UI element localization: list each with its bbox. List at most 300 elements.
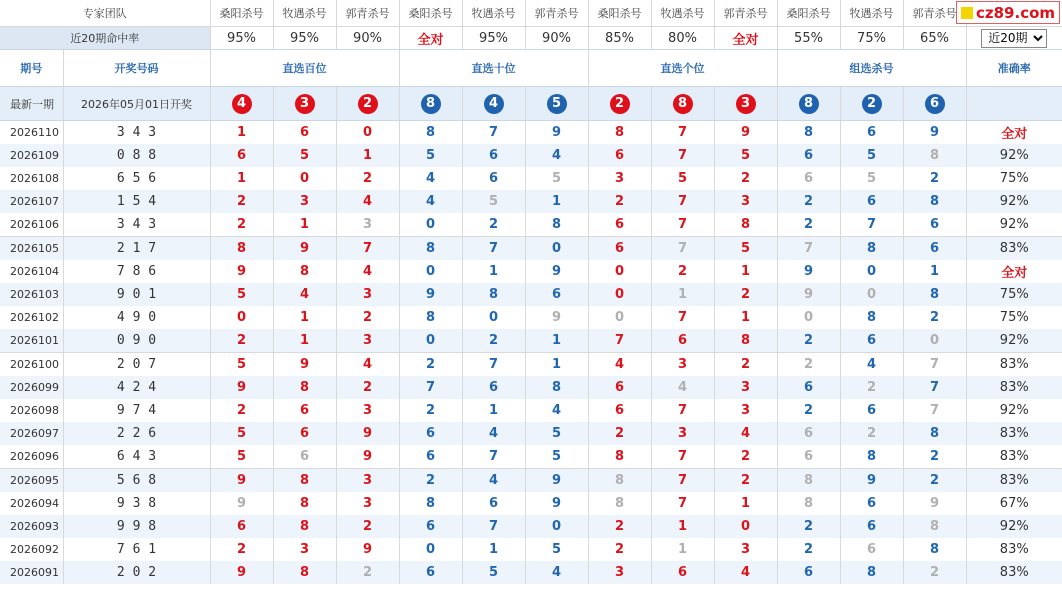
kill-number: 8 bbox=[588, 469, 651, 493]
kill-number: 0 bbox=[714, 515, 777, 538]
table-row bbox=[0, 469, 1062, 493]
kill-number: 1 bbox=[651, 515, 714, 538]
kill-number: 0 bbox=[525, 515, 588, 538]
kill-number: 9 bbox=[210, 376, 273, 399]
kill-number: 9 bbox=[399, 283, 462, 306]
kill-number: 7 bbox=[651, 190, 714, 213]
table-row bbox=[0, 376, 1062, 399]
prediction-ball: 2 bbox=[862, 94, 882, 114]
prediction-ball: 8 bbox=[673, 94, 693, 114]
accuracy-value: 75% bbox=[999, 310, 1029, 325]
kill-number: 9 bbox=[714, 121, 777, 145]
kill-number: 9 bbox=[525, 492, 588, 515]
period-number: 2026093 bbox=[0, 515, 63, 538]
kill-number: 1 bbox=[525, 190, 588, 213]
table-row bbox=[0, 283, 1062, 306]
period-number: 2026110 bbox=[0, 121, 63, 145]
kill-number: 1 bbox=[336, 144, 399, 167]
kill-number: 6 bbox=[840, 399, 903, 422]
kill-number: 6 bbox=[462, 144, 525, 167]
kill-number: 2 bbox=[336, 376, 399, 399]
kill-number: 9 bbox=[273, 237, 336, 261]
kill-number: 8 bbox=[399, 237, 462, 261]
table-row bbox=[0, 561, 1062, 584]
kill-number: 3 bbox=[336, 469, 399, 493]
draw-number: 6 5 6 bbox=[63, 167, 210, 190]
kill-number: 4 bbox=[399, 167, 462, 190]
expert-name: 郭青杀号 bbox=[903, 0, 966, 27]
accuracy-value: 83% bbox=[966, 237, 1062, 261]
kill-number: 6 bbox=[273, 445, 336, 469]
kill-number: 2 bbox=[777, 190, 840, 213]
kill-number: 6 bbox=[777, 422, 840, 445]
kill-number: 2 bbox=[336, 306, 399, 329]
expert-name: 郭青杀号 bbox=[336, 0, 399, 27]
kill-number: 2 bbox=[210, 190, 273, 213]
kill-number: 8 bbox=[777, 469, 840, 493]
kill-number: 1 bbox=[714, 260, 777, 283]
accuracy-value: 92% bbox=[966, 190, 1062, 213]
period-number: 2026099 bbox=[0, 376, 63, 399]
kill-number: 3 bbox=[714, 399, 777, 422]
kill-number: 2 bbox=[588, 190, 651, 213]
draw-number: 9 7 4 bbox=[63, 399, 210, 422]
kill-number: 7 bbox=[651, 445, 714, 469]
kill-number: 7 bbox=[462, 445, 525, 469]
kill-number: 6 bbox=[651, 329, 714, 353]
kill-number: 8 bbox=[588, 492, 651, 515]
kill-number: 9 bbox=[840, 469, 903, 493]
expert-name: 桑阳杀号 bbox=[777, 0, 840, 27]
period-number: 2026092 bbox=[0, 538, 63, 561]
accuracy-value: 92% bbox=[966, 329, 1062, 353]
prediction-ball: 4 bbox=[484, 94, 504, 114]
accuracy-value: 67% bbox=[999, 496, 1029, 511]
table-row bbox=[0, 306, 1062, 329]
table-row bbox=[0, 515, 1062, 538]
kill-number: 6 bbox=[777, 561, 840, 584]
prediction-ball: 5 bbox=[547, 94, 567, 114]
kill-number: 2 bbox=[777, 329, 840, 353]
kill-number: 6 bbox=[399, 515, 462, 538]
kill-number: 9 bbox=[525, 260, 588, 283]
kill-number: 2 bbox=[714, 469, 777, 493]
kill-number: 6 bbox=[399, 445, 462, 469]
expert-name: 桑阳杀号 bbox=[588, 0, 651, 27]
kill-number: 3 bbox=[273, 538, 336, 561]
kill-number: 8 bbox=[777, 492, 840, 515]
latest-ball-cell bbox=[903, 87, 966, 121]
latest-ball-cell bbox=[777, 87, 840, 121]
kill-number: 4 bbox=[840, 353, 903, 377]
kill-number: 5 bbox=[210, 353, 273, 377]
kill-number: 8 bbox=[525, 213, 588, 237]
accuracy-value: 75% bbox=[999, 171, 1029, 186]
draw-number: 3 4 3 bbox=[63, 213, 210, 237]
kill-number: 2 bbox=[462, 213, 525, 237]
table-row bbox=[0, 399, 1062, 422]
hit-rate-cell bbox=[210, 27, 273, 50]
kill-number: 8 bbox=[903, 538, 966, 561]
hit-rate-value: 75% bbox=[857, 30, 886, 46]
expert-name: 郭青杀号 bbox=[714, 0, 777, 27]
kill-number: 5 bbox=[714, 144, 777, 167]
kill-number: 8 bbox=[273, 492, 336, 515]
hit-rate-cell bbox=[777, 27, 840, 50]
hit-rate-cell bbox=[336, 27, 399, 50]
kill-number: 7 bbox=[651, 469, 714, 493]
kill-number: 6 bbox=[840, 329, 903, 353]
kill-number: 0 bbox=[273, 167, 336, 190]
kill-number: 2 bbox=[714, 167, 777, 190]
kill-number: 0 bbox=[840, 260, 903, 283]
kill-number: 3 bbox=[651, 422, 714, 445]
kill-number: 4 bbox=[714, 422, 777, 445]
kill-number: 0 bbox=[399, 213, 462, 237]
col-period: 期号 bbox=[0, 50, 63, 87]
logo-text: cz89.com bbox=[976, 3, 1056, 22]
kill-number: 6 bbox=[777, 376, 840, 399]
kill-number: 8 bbox=[903, 144, 966, 167]
draw-number: 2 0 2 bbox=[63, 561, 210, 584]
kill-number: 2 bbox=[399, 469, 462, 493]
kill-number: 0 bbox=[336, 121, 399, 145]
kill-number: 6 bbox=[462, 376, 525, 399]
hit-rate-cell bbox=[651, 27, 714, 50]
kill-number: 5 bbox=[840, 144, 903, 167]
table-row bbox=[0, 213, 1062, 237]
kill-number: 7 bbox=[651, 237, 714, 261]
kill-number: 4 bbox=[525, 561, 588, 584]
kill-number: 2 bbox=[903, 561, 966, 584]
accuracy-value: 92% bbox=[966, 515, 1062, 538]
expert-name: 郭青杀号 bbox=[525, 0, 588, 27]
kill-number: 6 bbox=[840, 492, 903, 515]
prediction-ball: 3 bbox=[736, 94, 756, 114]
draw-number: 4 2 4 bbox=[63, 376, 210, 399]
table-row bbox=[0, 445, 1062, 469]
kill-number: 5 bbox=[840, 167, 903, 190]
hit-rate-value: 85% bbox=[605, 30, 634, 46]
kill-number: 1 bbox=[525, 353, 588, 377]
kill-number: 5 bbox=[714, 237, 777, 261]
accuracy-value: 全对 bbox=[1001, 266, 1028, 281]
accuracy-value: 75% bbox=[966, 283, 1062, 306]
kill-number: 2 bbox=[210, 329, 273, 353]
accuracy-value: 83% bbox=[966, 422, 1062, 445]
kill-number: 7 bbox=[903, 353, 966, 377]
kill-number: 5 bbox=[525, 422, 588, 445]
kill-number: 2 bbox=[777, 353, 840, 377]
kill-number: 7 bbox=[651, 492, 714, 515]
accuracy-value: 83% bbox=[966, 469, 1062, 493]
period-number: 2026109 bbox=[0, 144, 63, 167]
kill-number: 2 bbox=[588, 515, 651, 538]
kill-number: 4 bbox=[336, 260, 399, 283]
kill-number: 3 bbox=[714, 376, 777, 399]
kill-number: 7 bbox=[462, 353, 525, 377]
kill-number: 2 bbox=[399, 353, 462, 377]
kill-number: 6 bbox=[777, 144, 840, 167]
kill-number: 8 bbox=[462, 283, 525, 306]
kill-number: 0 bbox=[777, 306, 840, 329]
kill-number: 6 bbox=[651, 561, 714, 584]
column-header-row bbox=[0, 50, 1062, 87]
kill-number: 8 bbox=[399, 492, 462, 515]
kill-number: 8 bbox=[714, 329, 777, 353]
draw-number: 2 0 7 bbox=[63, 353, 210, 377]
table-row bbox=[0, 353, 1062, 377]
kill-number: 2 bbox=[210, 213, 273, 237]
kill-number: 2 bbox=[777, 515, 840, 538]
kill-number: 2 bbox=[714, 353, 777, 377]
kill-number: 3 bbox=[336, 283, 399, 306]
period-number: 2026108 bbox=[0, 167, 63, 190]
prediction-ball: 6 bbox=[925, 94, 945, 114]
kill-number: 4 bbox=[336, 353, 399, 377]
kill-number: 1 bbox=[651, 538, 714, 561]
table-row bbox=[0, 144, 1062, 167]
kill-number: 6 bbox=[588, 376, 651, 399]
kill-number: 6 bbox=[273, 121, 336, 145]
expert-name: 牧遇杀号 bbox=[462, 0, 525, 27]
kill-number: 2 bbox=[462, 329, 525, 353]
accuracy-value: 92% bbox=[999, 403, 1029, 418]
kill-number: 4 bbox=[525, 399, 588, 422]
period-number: 2026105 bbox=[0, 237, 63, 261]
draw-number: 2 2 6 bbox=[63, 422, 210, 445]
col-group-tens: 直选十位 bbox=[399, 50, 588, 87]
period-number: 2026104 bbox=[0, 260, 63, 283]
kill-number: 0 bbox=[588, 306, 651, 329]
kill-number: 3 bbox=[714, 538, 777, 561]
kill-number: 7 bbox=[462, 237, 525, 261]
kill-number: 8 bbox=[273, 469, 336, 493]
latest-label: 最新一期 bbox=[0, 87, 63, 121]
kill-number: 5 bbox=[273, 144, 336, 167]
kill-number: 4 bbox=[336, 190, 399, 213]
col-group-combo: 组选杀号 bbox=[777, 50, 966, 87]
prediction-ball: 3 bbox=[295, 94, 315, 114]
kill-number: 8 bbox=[840, 237, 903, 261]
hit-rate-cell bbox=[588, 27, 651, 50]
prediction-ball: 2 bbox=[610, 94, 630, 114]
kill-number: 5 bbox=[462, 190, 525, 213]
kill-number: 2 bbox=[903, 445, 966, 469]
kill-number: 9 bbox=[525, 121, 588, 145]
kill-number: 8 bbox=[777, 121, 840, 145]
kill-number: 8 bbox=[840, 561, 903, 584]
kill-number: 9 bbox=[903, 492, 966, 515]
kill-number: 7 bbox=[336, 237, 399, 261]
kill-number: 6 bbox=[903, 237, 966, 261]
site-logo[interactable] bbox=[956, 1, 1060, 24]
kill-number: 8 bbox=[210, 237, 273, 261]
kill-number: 1 bbox=[903, 260, 966, 283]
kill-number: 6 bbox=[903, 213, 966, 237]
period-number: 2026102 bbox=[0, 306, 63, 329]
period-number: 2026107 bbox=[0, 190, 63, 213]
kill-number: 3 bbox=[714, 190, 777, 213]
kill-number: 7 bbox=[777, 237, 840, 261]
kill-number: 9 bbox=[210, 260, 273, 283]
prediction-ball: 4 bbox=[232, 94, 252, 114]
kill-number: 9 bbox=[777, 260, 840, 283]
table-row bbox=[0, 260, 1062, 283]
col-draw: 开奖号码 bbox=[63, 50, 210, 87]
period-range-select[interactable] bbox=[981, 29, 1047, 48]
kill-number: 8 bbox=[273, 260, 336, 283]
kill-number: 1 bbox=[714, 306, 777, 329]
kill-number: 7 bbox=[903, 376, 966, 399]
kill-number: 2 bbox=[777, 213, 840, 237]
draw-number: 0 9 0 bbox=[63, 329, 210, 353]
period-number: 2026094 bbox=[0, 492, 63, 515]
kill-number: 6 bbox=[525, 283, 588, 306]
kill-number: 6 bbox=[588, 237, 651, 261]
kill-number: 1 bbox=[273, 306, 336, 329]
kill-number: 0 bbox=[903, 329, 966, 353]
kill-number: 9 bbox=[525, 306, 588, 329]
draw-number: 5 6 8 bbox=[63, 469, 210, 493]
hit-rate-cell bbox=[399, 27, 462, 50]
kill-number: 7 bbox=[588, 329, 651, 353]
kill-number: 6 bbox=[777, 445, 840, 469]
latest-ball-cell bbox=[210, 87, 273, 121]
kill-number: 8 bbox=[273, 561, 336, 584]
expert-team-row bbox=[0, 0, 1062, 27]
expert-name: 牧遇杀号 bbox=[651, 0, 714, 27]
latest-ball-cell bbox=[525, 87, 588, 121]
kill-number: 8 bbox=[525, 376, 588, 399]
kill-number: 6 bbox=[777, 167, 840, 190]
table-row bbox=[0, 492, 1062, 515]
kill-number: 0 bbox=[588, 283, 651, 306]
kill-number: 2 bbox=[336, 167, 399, 190]
kill-number: 9 bbox=[210, 561, 273, 584]
accuracy-value: 83% bbox=[999, 449, 1029, 464]
col-accuracy: 准确率 bbox=[966, 50, 1062, 87]
latest-ball-cell bbox=[651, 87, 714, 121]
logo-square-icon bbox=[961, 7, 973, 19]
kill-number: 6 bbox=[588, 144, 651, 167]
kill-number: 2 bbox=[210, 538, 273, 561]
period-number: 2026097 bbox=[0, 422, 63, 445]
kill-number: 6 bbox=[840, 121, 903, 145]
kill-number: 7 bbox=[399, 376, 462, 399]
kill-number: 8 bbox=[399, 306, 462, 329]
kill-number: 3 bbox=[588, 561, 651, 584]
kill-number: 1 bbox=[210, 121, 273, 145]
kill-number: 8 bbox=[903, 515, 966, 538]
kill-number: 4 bbox=[714, 561, 777, 584]
hit-rate-cell bbox=[273, 27, 336, 50]
kill-number: 4 bbox=[462, 469, 525, 493]
kill-number: 9 bbox=[336, 538, 399, 561]
kill-number: 3 bbox=[336, 492, 399, 515]
kill-number: 9 bbox=[336, 445, 399, 469]
kill-number: 5 bbox=[525, 538, 588, 561]
kill-number: 8 bbox=[903, 190, 966, 213]
kill-number: 7 bbox=[651, 399, 714, 422]
period-select-cell bbox=[966, 27, 1062, 50]
kill-number: 5 bbox=[399, 144, 462, 167]
hit-rate-cell bbox=[525, 27, 588, 50]
accuracy-value: 83% bbox=[966, 376, 1062, 399]
latest-ball-cell bbox=[840, 87, 903, 121]
table-row bbox=[0, 237, 1062, 261]
kill-number: 7 bbox=[903, 399, 966, 422]
kill-number: 3 bbox=[336, 329, 399, 353]
kill-number: 6 bbox=[273, 399, 336, 422]
kill-number: 2 bbox=[210, 399, 273, 422]
expert-name: 桑阳杀号 bbox=[399, 0, 462, 27]
kill-number: 9 bbox=[336, 422, 399, 445]
latest-ball-cell bbox=[273, 87, 336, 121]
prediction-ball: 2 bbox=[358, 94, 378, 114]
kill-number: 3 bbox=[588, 167, 651, 190]
kill-number: 5 bbox=[525, 167, 588, 190]
kill-number: 6 bbox=[273, 422, 336, 445]
kill-number: 2 bbox=[840, 376, 903, 399]
table-row bbox=[0, 422, 1062, 445]
kill-number: 8 bbox=[840, 306, 903, 329]
kill-number: 8 bbox=[273, 515, 336, 538]
kill-number: 0 bbox=[462, 306, 525, 329]
kill-number: 8 bbox=[903, 283, 966, 306]
kill-number: 9 bbox=[903, 121, 966, 145]
kill-number: 2 bbox=[903, 469, 966, 493]
hit-rate-value: 全对 bbox=[732, 32, 759, 48]
draw-number: 9 9 8 bbox=[63, 515, 210, 538]
kill-number: 5 bbox=[651, 167, 714, 190]
hit-rate-cell bbox=[903, 27, 966, 50]
kill-number: 6 bbox=[210, 515, 273, 538]
kill-number: 2 bbox=[714, 445, 777, 469]
kill-number: 6 bbox=[588, 399, 651, 422]
kill-number: 4 bbox=[462, 422, 525, 445]
kill-number: 2 bbox=[903, 167, 966, 190]
kill-number: 2 bbox=[399, 399, 462, 422]
draw-number: 2 1 7 bbox=[63, 237, 210, 261]
latest-draw-date: 2026年05月01日开奖 bbox=[63, 87, 210, 121]
period-number: 2026098 bbox=[0, 399, 63, 422]
kill-number: 3 bbox=[336, 399, 399, 422]
kill-number: 1 bbox=[714, 492, 777, 515]
kill-number: 3 bbox=[336, 213, 399, 237]
hit-rate-cell bbox=[840, 27, 903, 50]
draw-number: 7 6 1 bbox=[63, 538, 210, 561]
hit-rate-label: 近20期命中率 bbox=[0, 27, 210, 50]
latest-ball-cell bbox=[336, 87, 399, 121]
kill-number: 1 bbox=[462, 399, 525, 422]
draw-number: 6 4 3 bbox=[63, 445, 210, 469]
kill-number: 0 bbox=[588, 260, 651, 283]
kill-number: 7 bbox=[462, 515, 525, 538]
kill-number: 2 bbox=[903, 306, 966, 329]
kill-number: 6 bbox=[462, 492, 525, 515]
accuracy-value: 92% bbox=[999, 217, 1029, 232]
accuracy-value: 全对 bbox=[1001, 127, 1028, 142]
kill-number: 7 bbox=[840, 213, 903, 237]
kill-number: 8 bbox=[273, 376, 336, 399]
hit-rate-value: 95% bbox=[290, 30, 319, 46]
table-row bbox=[0, 538, 1062, 561]
kill-number: 4 bbox=[588, 353, 651, 377]
period-number: 2026103 bbox=[0, 283, 63, 306]
prediction-ball: 8 bbox=[799, 94, 819, 114]
hit-rate-value: 80% bbox=[668, 30, 697, 46]
